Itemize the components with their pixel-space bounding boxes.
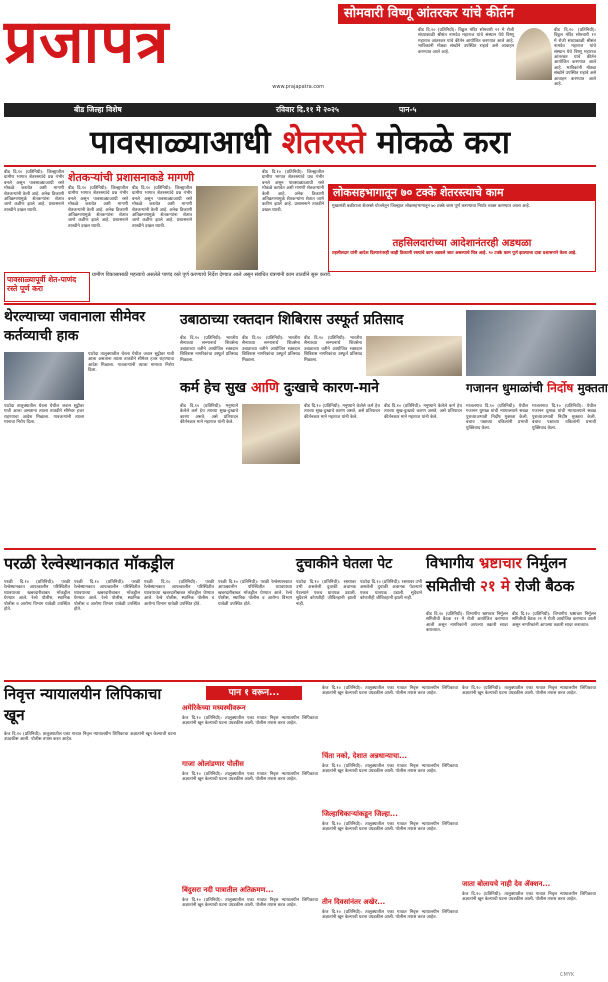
gajanan-headline: [466, 378, 608, 400]
continued-body2: केज दि.१० (प्रतिनिधी): तालुक्यातील एका गावात निवृत्त न्यायालयीन लिपिकाचा अज्ञातांनी खून केल्याची घटना उघडकीस आली. पोलीस तपास करत आहेत.: [182, 772, 318, 783]
karm-headline-b: आणि: [251, 380, 280, 396]
lead-sidebar: [4, 272, 90, 302]
continued-sub3: चिंता नको, देशात अन्नधान्याचा...: [322, 752, 408, 760]
shop-body: पाटोदा दि.१० (प्रतिनिधी): रस्त्यावर उभी असलेली दुचाकी अचानक पेटल्याने एकच धावपळ उडाली. सुदैवाने कोणतीही जीवितहानी झाली नाही.: [296, 580, 356, 607]
railway-headline: परळी रेल्वेस्थानकात मॉकड्रील: [4, 554, 174, 573]
lead-headline-part1: पावसाळ्याआधी: [89, 123, 271, 161]
lead-headline-highlight: शेतरस्ते: [281, 123, 366, 161]
footer-mark: CMYK: [560, 972, 575, 978]
gajanan-headline-b: निर्दोष: [547, 381, 574, 395]
karm-body: बीड दि.१० (प्रतिनिधी): मनुष्याने केलेले कर्म हेच त्याच्या सुख-दुःखाचे कारण असते, असे प्रतिपादन कीर्तनकार माने महाराज यांनी केले.: [180, 404, 238, 426]
continued-sub1: अमेरिकेच्या मध्यस्थीवरून: [182, 704, 246, 712]
corruption-headline-b: भ्रष्टाचार: [478, 554, 522, 572]
masthead: [4, 6, 338, 98]
continued-sub5: बिंदुसरा नदी पात्रातील अतिक्रमण...: [182, 886, 274, 894]
top-right-story: [338, 4, 596, 100]
row2-rule: [4, 548, 596, 550]
continued-label: पान १ वरून...: [206, 686, 302, 700]
corruption-body-2: बीड दि.१० (प्रतिनिधी): विभागीय भ्रष्टाचार निर्मुलन समितीची बैठक २१ मे रोजी आयोजित करण्यात आली असून नागरिकांनी आपल्या तक्रारी सादर कराव्यात.: [512, 612, 596, 628]
blood-body: बीड दि.१० (प्रतिनिधी): भारतीय सैन्याच्या सन्मानार्थ शिवसेना उबाठाच्या वतीने आयोजित रक्तदान शिबिरास नागरिकांचा उस्फूर्त प्रतिसाद मिळाला.: [180, 336, 238, 363]
continued-body4: केज दि.१० (प्रतिनिधी): तालुक्यातील एका गावात निवृत्त न्यायालयीन लिपिकाचा अज्ञातांनी खून केल्याची घटना उघडकीस आली. पोलीस तपास करत आहेत.: [322, 822, 458, 833]
corruption-headline-d: समितीची: [426, 577, 481, 595]
corruption-headline-e: २१ मे: [480, 577, 510, 595]
soldier-body: पाटोदा तालुक्यातील थेरला येथील जवान सुट्टीवर गावी आला असताना त्याला तातडीने सीमेवर हजर राहण्याचा आदेश मिळाला. गावकऱ्यांनी त्याला मानाचा निरोप दिला.: [4, 404, 84, 426]
top-right-headline: सोमवारी विष्णू आंतरकर यांचे कीर्तन: [338, 4, 596, 24]
shop-headline: दुचाकीने घेतला पेट: [296, 556, 393, 572]
page-number: पान-५: [399, 105, 417, 114]
blood-body-2: बीड दि.१० (प्रतिनिधी): भारतीय सैन्याच्या सन्मानार्थ शिवसेना उबाठाच्या वतीने आयोजित रक्तदान शिबिरास नागरिकांचा उस्फूर्त प्रतिसाद मिळाला.: [242, 336, 300, 363]
continued-body3: केज दि.१० (प्रतिनिधी): तालुक्यातील एका गावात निवृत्त न्यायालयीन लिपिकाचा अज्ञातांनी खून केल्याची घटना उघडकीस आली. पोलीस तपास करत आहेत.: [322, 764, 458, 775]
lead-headline: [4, 120, 596, 164]
soldier-body-2: पाटोदा तालुक्यातील थेरला येथील जवान सुट्टीवर गावी आला असताना त्याला तातडीने सीमेवर हजर राहण्याचा आदेश मिळाला. गावकऱ्यांनी त्याला मानाचा निरोप दिला.: [88, 352, 174, 374]
lead-sidebar-body: ग्रामीण विकासासाठी महत्त्वाचे असलेले पाणंद रस्ते पूर्ण करण्याचे निर्देश देण्यात आले असून संबंधित यंत्रणांनी काम तातडीने सुरू करावे.: [92, 272, 332, 278]
gajanan-photo: [466, 310, 596, 376]
blood-headline: उबाठाच्या रक्तदान शिबिरास उस्फूर्त प्रतिसाद: [180, 312, 404, 328]
railway-body-2: परळी दि.१० (प्रतिनिधी): परळी रेल्वेस्थानकात आपत्कालीन परिस्थितीत घ्यावयाच्या खबरदारीबाबत मॉकड्रील घेण्यात आले. रेल्वे पोलीस, स्थानिक पोलीस व आरोग्य विभाग यावेळी उपस्थित होते.: [74, 580, 140, 613]
continued-sub7: जाता बोलायचे नाही देव ॲक्शन...: [462, 880, 551, 888]
karm-headline-c: दुःखाचे कारण-माने: [279, 380, 379, 396]
infobox-title: लोकसहभागातून ७० टक्के शेतरस्त्याचे काम: [329, 185, 595, 201]
karm-body-3: बीड दि.१० (प्रतिनिधी): मनुष्याने केलेले कर्म हेच त्याच्या सुख-दुःखाचे कारण असते, असे प्रतिपादन कीर्तनकार माने महाराज यांनी केले.: [384, 404, 462, 420]
shop-body-2: पाटोदा दि.१० (प्रतिनिधी): रस्त्यावर उभी असलेली दुचाकी अचानक पेटल्याने एकच धावपळ उडाली. सुदैवाने कोणतीही जीवितहानी झाली नाही.: [360, 580, 422, 602]
lead-headline-part2: मोकळे करा: [376, 123, 511, 161]
gajanan-body: माजलगाव दि.१० (प्रतिनिधी): येथील गजानन धुमाळ यांची न्यायालयाने सबळ पुराव्याअभावी निर्दोष मुक्तता केली. बचाव पक्षाच्या वकिलांनी प्रभावी युक्तिवाद केला.: [466, 404, 528, 431]
continued-body7: केज दि.१० (प्रतिनिधी): तालुक्यातील एका गावात निवृत्त न्यायालयीन लिपिकाचा अज्ञातांनी खून केल्याची घटना उघडकीस आली. पोलीस तपास करत आहेत.: [462, 892, 596, 903]
lead-rule: [4, 165, 596, 167]
karm-body-2: बीड दि.१० (प्रतिनिधी): मनुष्याने केलेले कर्म हेच त्याच्या सुख-दुःखाचे कारण असते, असे प्रतिपादन कीर्तनकार माने महाराज यांनी केले.: [304, 404, 380, 420]
gajanan-body-2: माजलगाव दि.१० (प्रतिनिधी): येथील गजानन धुमाळ यांची न्यायालयाने सबळ पुराव्याअभावी निर्दोष मुक्तता केली. बचाव पक्षाच्या वकिलांनी प्रभावी युक्तिवाद केला.: [532, 404, 596, 431]
karm-headline-a: कर्म हेच सुख: [180, 380, 251, 396]
top-right-body: बीड दि.१० (प्रतिनिधी): विठ्ठल मंदिर सोमवारी १२ मे रोजी संध्याकाळी श्रीसंत नामदेव महाराज यांचे संस्थान येथे विष्णू महाराज आंतरकर यांचे कीर्तन आयोजित करण्यात आले आहे. भाविकांनी मोठ्या संख्येने उपस्थित राहावे असे आवाहन करण्यात आले आहे.: [418, 28, 514, 55]
karm-photo: [242, 404, 300, 464]
continued-sub2: गाजा ओलांडणार पोलीस: [182, 760, 244, 768]
continued-body5: केज दि.१० (प्रतिनिधी): तालुक्यातील एका गावात निवृत्त न्यायालयीन लिपिकाचा अज्ञातांनी खून केल्याची घटना उघडकीस आली. पोलीस तपास करत आहेत.: [182, 898, 318, 909]
date-bar: [4, 103, 596, 117]
corruption-headline-f: रोजी बैठक: [509, 577, 575, 595]
lead-photo: [196, 186, 258, 270]
infobox-body: मुख्यमंत्री बळीराजा शेतरस्ते योजनेतून जिल्ह्यात लोकसहभागातून ७० टक्के काम पूर्ण करण्याचा निर्धार व्यक्त करण्यात आला आहे.: [332, 204, 531, 209]
edition-label: बीड जिल्हा विशेष: [74, 105, 122, 114]
railway-body-4: परळी दि.१० (प्रतिनिधी): परळी रेल्वेस्थानकात आपत्कालीन परिस्थितीत घ्यावयाच्या खबरदारीबाबत मॉकड्रील घेण्यात आले. रेल्वे पोलीस, स्थानिक पोलीस व आरोग्य विभाग यावेळी उपस्थित होते.: [218, 580, 292, 607]
row1-rule: [4, 303, 596, 305]
infobox-right: [328, 184, 596, 272]
masthead-title: प्रजापत्र: [4, 7, 170, 77]
lead-body-col1: बीड दि.१० (प्रतिनिधी): जिल्ह्यातील ग्रामीण भागात शेतरस्त्यांचे प्रश्न गंभीर बनले असून पावसाळ्याआधी रस्ते मोकळे करावेत अशी मागणी शेतकऱ्यांनी केली आहे. अनेक ठिकाणी अतिक्रमणामुळे शेतकऱ्यांना शेतात जाणे कठीण झाले आहे. प्रशासनाने तातडीने दखल घ्यावी.: [4, 170, 64, 213]
continued-body-col2: केज दि.१० (प्रतिनिधी): तालुक्यातील एका गावात निवृत्त न्यायालयीन लिपिकाचा अज्ञातांनी खून केल्याची घटना उघडकीस आली. पोलीस तपास करत आहेत.: [322, 686, 458, 697]
masthead-url[interactable]: www.prajapatra.com: [272, 84, 324, 90]
lead-sidebar-title: पावसाळ्यापूर्वी शेत-पाणंद रस्ते पूर्ण करा: [7, 275, 77, 293]
lead-subhead: शेतकऱ्यांची प्रशासनाकडे मागणी: [68, 171, 195, 184]
continued-sub6: तीन दिवसांनंतर अखेर...: [322, 898, 386, 906]
railway-body-3: परळी दि.१० (प्रतिनिधी): परळी रेल्वेस्थानकात आपत्कालीन परिस्थितीत घ्यावयाच्या खबरदारीबाबत मॉकड्रील घेण्यात आले. रेल्वे पोलीस, स्थानिक पोलीस व आरोग्य विभाग यावेळी उपस्थित होते.: [144, 580, 214, 607]
continued-body1: केज दि.१० (प्रतिनिधी): तालुक्यातील एका गावात निवृत्त न्यायालयीन लिपिकाचा अज्ञातांनी खून केल्याची घटना उघडकीस आली. पोलीस तपास करत आहेत.: [182, 716, 318, 727]
continued-sub4: जिल्हाधिकाऱ्यांकडून जिल्हा...: [322, 810, 398, 818]
blood-photo: [366, 336, 462, 376]
infobox-body2: तहसीलदार यांनी आदेश दिल्यानंतरही काही ठिकाणी रस्त्यांचे काम अडवले जात असल्याचे चित्र आहे. ९० टक्के काम पूर्ण झाल्याचा दावा प्रशासनाने केला आहे.: [332, 251, 577, 256]
infobox-title2: तहसिलदारांच्या आदेशानंतरही अडथळा: [392, 238, 532, 249]
lead-body-col4: बीड दि.१० (प्रतिनिधी): जिल्ह्यातील ग्रामीण भागात शेतरस्त्यांचे प्रश्न गंभीर बनले असून पावसाळ्याआधी रस्ते मोकळे करावेत अशी मागणी शेतकऱ्यांनी केली आहे. अनेक ठिकाणी अतिक्रमणामुळे शेतकऱ्यांना शेतात जाणे कठीण झाले आहे. प्रशासनाने तातडीने दखल घ्यावी.: [262, 170, 324, 213]
corruption-headline-a: विभागीय: [426, 554, 479, 572]
retired-headline: निवृत्त न्यायालयीन लिपिकाचा खून: [4, 685, 162, 724]
blood-body-3: बीड दि.१० (प्रतिनिधी): भारतीय सैन्याच्या सन्मानार्थ शिवसेना उबाठाच्या वतीने आयोजित रक्तदान शिबिरास नागरिकांचा उस्फूर्त प्रतिसाद मिळाला.: [304, 336, 362, 363]
continued-body6: केज दि.१० (प्रतिनिधी): तालुक्यातील एका गावात निवृत्त न्यायालयीन लिपिकाचा अज्ञातांनी खून केल्याची घटना उघडकीस आली. पोलीस तपास करत आहेत.: [322, 910, 458, 921]
corruption-headline: [426, 552, 596, 610]
top-right-body-2: बीड दि.१० (प्रतिनिधी): विठ्ठल मंदिर सोमवारी १२ मे रोजी संध्याकाळी श्रीसंत नामदेव महाराज यांचे संस्थान येथे विष्णू महाराज आंतरकर यांचे कीर्तन आयोजित करण्यात आले आहे. भाविकांनी मोठ्या संख्येने उपस्थित राहावे असे आवाहन करण्यात आले आहे.: [554, 28, 596, 88]
lead-body-col3: बीड दि.१० (प्रतिनिधी): जिल्ह्यातील ग्रामीण भागात शेतरस्त्यांचे प्रश्न गंभीर बनले असून पावसाळ्याआधी रस्ते मोकळे करावेत अशी मागणी शेतकऱ्यांनी केली आहे. अनेक ठिकाणी अतिक्रमणामुळे शेतकऱ्यांना शेतात जाणे कठीण झाले आहे. प्रशासनाने तातडीने दखल घ्यावी.: [132, 186, 192, 229]
corruption-headline-c: निर्मुलन: [521, 554, 567, 572]
corruption-body: बीड दि.१० (प्रतिनिधी): विभागीय भ्रष्टाचार निर्मुलन समितीची बैठक २१ मे रोजी आयोजित करण्यात आली असून नागरिकांनी आपल्या तक्रारी सादर कराव्यात.: [426, 612, 508, 634]
issue-date: रविवार दि.११ मे २०२५: [276, 105, 339, 114]
karm-headline: [180, 378, 462, 400]
lead-body-col2: बीड दि.१० (प्रतिनिधी): जिल्ह्यातील ग्रामीण भागात शेतरस्त्यांचे प्रश्न गंभीर बनले असून पावसाळ्याआधी रस्ते मोकळे करावेत अशी मागणी शेतकऱ्यांनी केली आहे. अनेक ठिकाणी अतिक्रमणामुळे शेतकऱ्यांना शेतात जाणे कठीण झाले आहे. प्रशासनाने तातडीने दखल घ्यावी.: [68, 186, 128, 229]
soldier-photo: [4, 352, 84, 400]
continued-body-col3: केज दि.१० (प्रतिनिधी): तालुक्यातील एका गावात निवृत्त न्यायालयीन लिपिकाचा अज्ञातांनी खून केल्याची घटना उघडकीस आली. पोलीस तपास करत आहेत.: [462, 686, 596, 697]
railway-body: परळी दि.१० (प्रतिनिधी): परळी रेल्वेस्थानकात आपत्कालीन परिस्थितीत घ्यावयाच्या खबरदारीबाबत मॉकड्रील घेण्यात आले. रेल्वे पोलीस, स्थानिक पोलीस व आरोग्य विभाग यावेळी उपस्थित होते.: [4, 580, 70, 613]
gajanan-headline-c: मुक्तता: [573, 381, 608, 395]
kirtankar-photo: [516, 28, 552, 80]
row3-rule: [4, 680, 596, 682]
retired-body: केज दि.१० (प्रतिनिधी): तालुक्यातील एका गावात निवृत्त न्यायालयीन लिपिकाचा अज्ञातांनी खून केल्याची घटना उघडकीस आली. पोलीस तपास करत आहेत.: [4, 732, 176, 743]
gajanan-headline-a: गजानन धुमाळांची: [466, 381, 548, 395]
soldier-headline: थेरल्याच्या जवानाला सीमेवर कर्तव्याची हाक: [4, 309, 146, 344]
